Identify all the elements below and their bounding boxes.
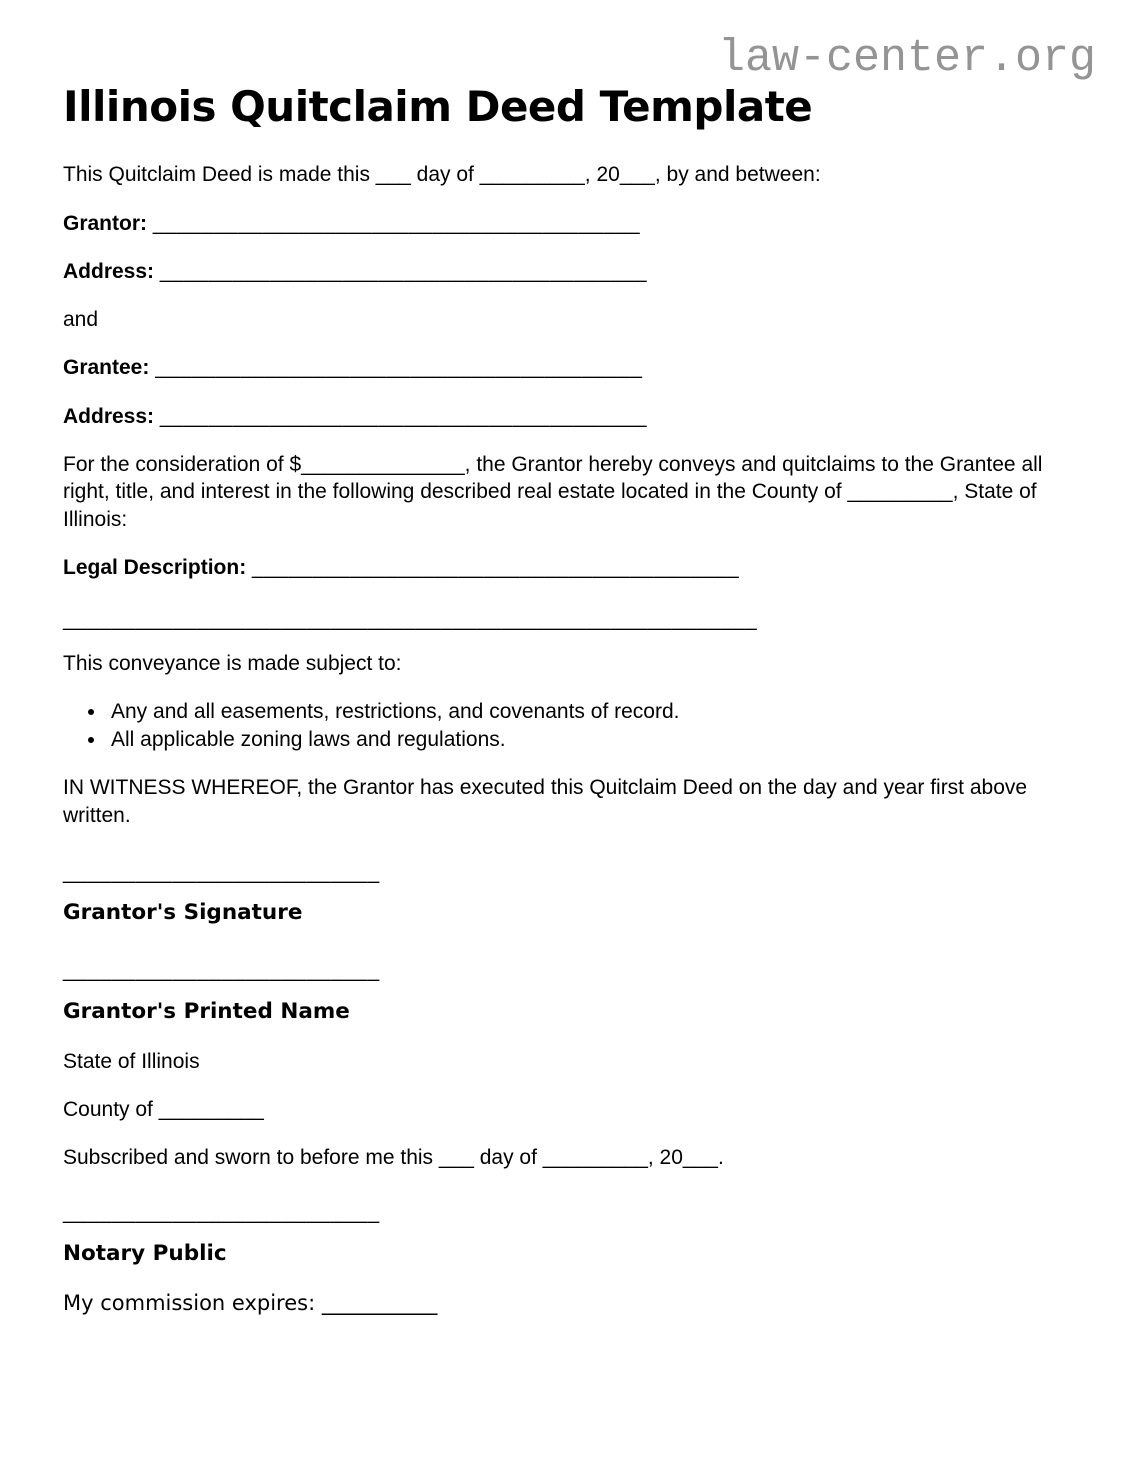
legal-description-blank-line: ________________________________________ [252, 555, 740, 579]
grantee-label: Grantee: [63, 356, 150, 380]
grantee-row [63, 354, 1070, 381]
notary-state-line: State of Illinois [63, 1049, 200, 1073]
grantor-printed-name-heading: Grantor's Printed Name [63, 998, 350, 1024]
legal-description-row [63, 554, 1070, 581]
grantor-signature-heading: Grantor's Signature [63, 900, 303, 926]
notary-public-heading: Notary Public [63, 1240, 227, 1266]
notary-signature-line: __________________________ [63, 1201, 380, 1225]
consideration-paragraph: For the consideration of $______________, the Grantor hereby conveys and quitclaims to the Grantee all right, title, and interest in the following described real estate located in the County of _________, State of Illinois: [63, 453, 1043, 531]
deed-body [63, 161, 1070, 1317]
grantor-blank-line: ________________________________________ [152, 211, 641, 235]
witness-clause: IN WITNESS WHEREOF, the Grantor has executed this Quitclaim Deed on the day and year first above written. [63, 776, 1028, 827]
document-header [63, 33, 1096, 131]
grantor-label: Grantor: [63, 211, 147, 235]
legal-description-label: Legal Description: [63, 555, 247, 579]
intro-line: This Quitclaim Deed is made this ___ day of _________, 20___, by and between: [63, 163, 821, 187]
notary-sworn-line: Subscribed and sworn to before me this ___ day of _________, 20___. [63, 1146, 724, 1170]
address-label: Address: [63, 404, 155, 428]
commission-expiry-line: My commission expires: ___________ [63, 1290, 438, 1315]
conveyance-subject-line: This conveyance is made subject to: [63, 651, 402, 675]
address-blank-line: ________________________________________ [159, 404, 648, 428]
grantor-address-row [63, 258, 1070, 285]
grantor-signature-line: __________________________ [63, 861, 380, 885]
page-title: Illinois Quitclaim Deed Template [63, 82, 813, 131]
legal-description-continuation-line: _________________________________________________________ [63, 608, 758, 632]
grantor-printed-name-line: __________________________ [63, 959, 380, 983]
address-blank-line: ________________________________________ [159, 259, 648, 283]
conveyance-conditions-list [63, 698, 1070, 754]
list-item: • All applicable zoning laws and regulations. [107, 726, 1070, 753]
and-connector: and [63, 308, 99, 332]
grantee-blank-line: ________________________________________ [155, 356, 643, 380]
list-item: • Any and all easements, restrictions, and covenants of record. [107, 698, 1070, 725]
notary-county-line: County of _________ [63, 1097, 264, 1121]
grantee-address-row [63, 403, 1070, 430]
address-label: Address: [63, 259, 155, 283]
grantor-row [63, 210, 1070, 237]
site-logo: law-center.org [717, 33, 1096, 84]
